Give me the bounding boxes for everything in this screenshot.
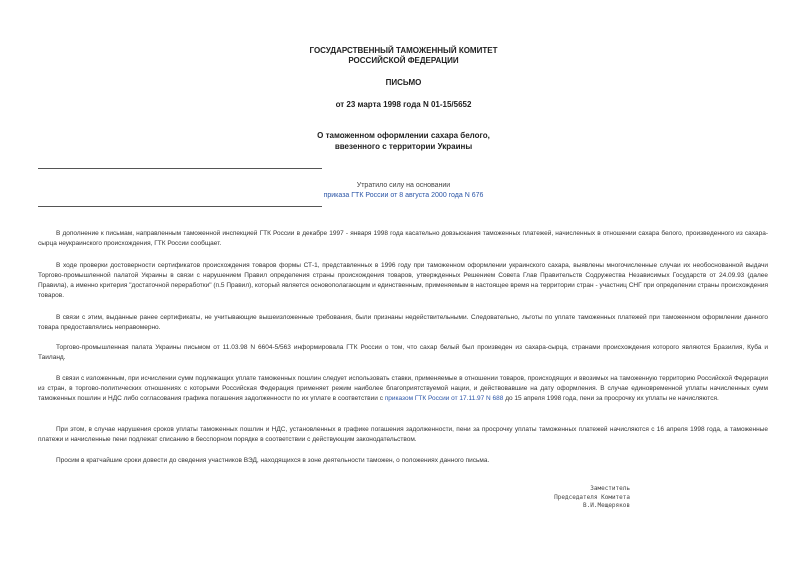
paragraph-6: При этом, в случае нарушения сроков уплаты таможенных пошлин и НДС, установленных в графике погашения задолженности, пени за просрочку уплаты таможенных платежей начисляются с 16 апреля 1998 года, а таможенные платежи и начисленные пени подлежат списанию в бесспорном порядке в соответствии с действующим законодательством. [38, 426, 768, 443]
document-type: ПИСЬМО [385, 78, 422, 87]
document-date-number: от 23 марта 1998 года N 01-15/5652 [335, 100, 472, 109]
status-note-text: Утратило силу на основании [356, 182, 451, 189]
signature-block [520, 485, 630, 511]
divider-top [38, 168, 322, 169]
status-note-link-wrap [0, 191, 807, 201]
org-title-line1: ГОСУДАРСТВЕННЫЙ ТАМОЖЕННЫЙ КОМИТЕТ [309, 46, 498, 55]
paragraph-7: Просим в кратчайшие сроки довести до сведения участников ВЭД, находящихся в зоне деятельности таможен, о положениях данного письма. [56, 457, 490, 464]
paragraph-1: В дополнение к письмам, направленным таможенной инспекцией ГТК России в декабре 1997 - января 1998 года касательно довзыскания таможенных платежей, начисленных в отношении сахара белого, произведенного из сахара-сырца неукраинского происхождения, ГТК России сообщает. [38, 230, 768, 247]
subject-line1: О таможенном оформлении сахара белого, [317, 131, 490, 140]
paragraph-4: Торгово-промышленная палата Украины письмом от 11.03.98 N 6604-5/563 информировала ГТК России о том, что сахар белый был произведен из сахара-сырца, странами происхождения которого являются Бразилия, Куба и Таиланд. [38, 344, 768, 361]
paragraph-5-text-before: В связи с изложенным, при исчислении сумм подлежащих уплате таможенных пошлин следует использовать ставки, применяемые в отношении товаров, происходящих и ввозимых на таможенную территорию Российской Федерации из стран, в торгово-политических отношениях с которыми Российская Федерация применяет режим наиболее благоприятствуемой нации, и действовавшие на дату оформления. В случае единовременной уплаты начисленных сумм таможенных пошлин и НДС либо согласования графика погашения задолженности по их уплате в соответствии с [38, 375, 768, 402]
paragraph-5-text-after: до 15 апреля 1998 года, пени за просрочку их уплаты не начисляются. [503, 395, 719, 402]
paragraph-2: В ходе проверки достоверности сертификатов происхождения товаров формы СТ-1, представленных в 1996 году при таможенном оформлении украинского сахара, выявлены многочисленные случаи их необоснованной выдачи Торгово-промышленной палатой Украины в связи с нарушением Правил определения страны происхождения товаров, утвержденных Решением Совета Глав Правительств Содружества Независимых Государств от 24.09.93 (далее Правила), а именно критерия "достаточной переработки" (п.5 Правил), который является основополагающим и единственным, применяемым в настоящее время на территории стран - участниц СНГ при определении страны происхождения товаров. [38, 262, 768, 299]
order-688-link[interactable]: приказом ГТК России от 17.11.97 N 688 [384, 395, 504, 402]
paragraph-5 [38, 374, 768, 404]
repeal-order-link[interactable]: приказа ГТК России от 8 августа 2000 года N 676 [323, 192, 484, 199]
signature-title: Председателя Комитета [554, 493, 630, 501]
subject-line2: ввезенного с территории Украины [334, 142, 473, 151]
paragraph-3: В связи с этим, выданные ранее сертификаты, не учитывающие вышеизложенные требования, были признаны недействительными. Следовательно, льготы по уплате таможенных платежей при таможенном оформлении данного товара предоставлялись неправомерно. [38, 314, 768, 331]
signature-position: Заместитель [590, 485, 630, 492]
divider-bottom [38, 206, 322, 207]
org-title-line2: РОССИЙСКОЙ ФЕДЕРАЦИИ [348, 56, 459, 65]
signature-name: В.И.Мещеряков [583, 502, 630, 509]
